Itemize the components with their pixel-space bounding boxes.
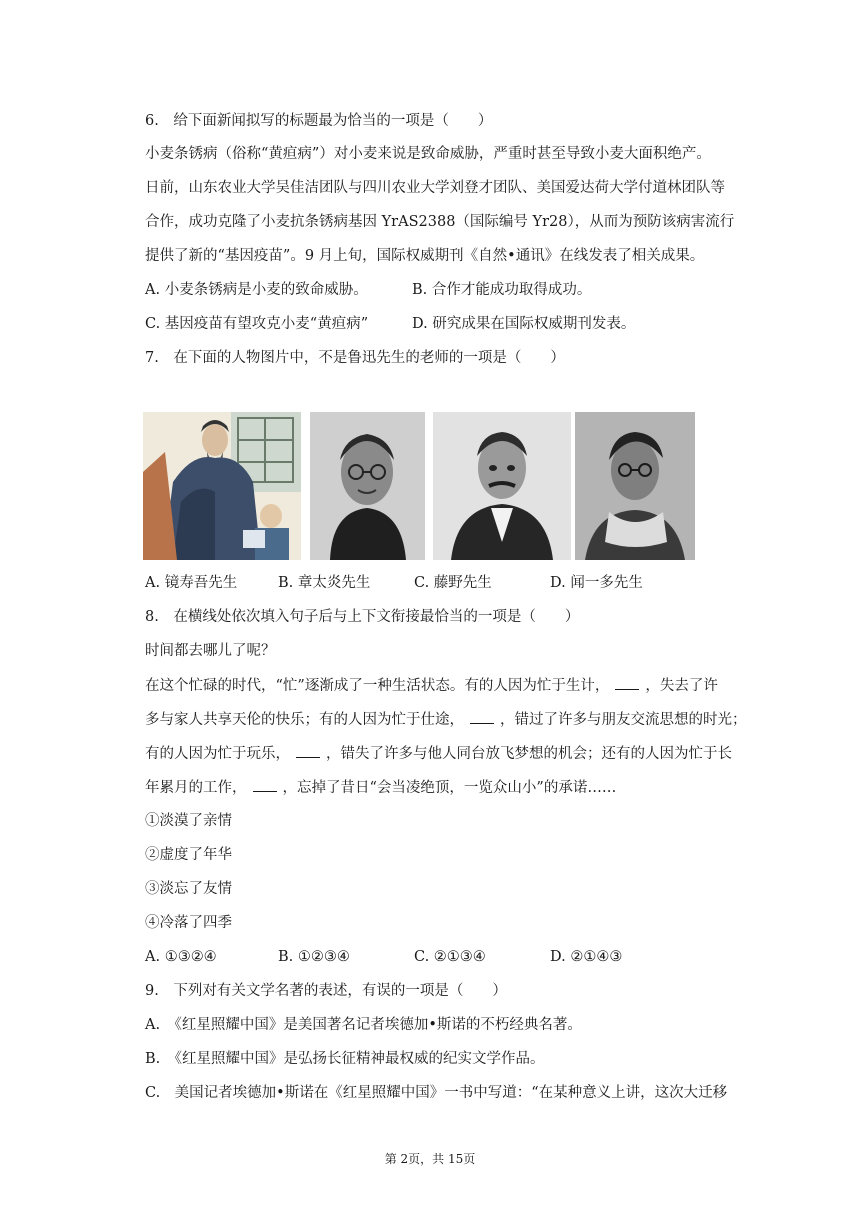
q9-option-c: C. 美国记者埃德加•斯诺在《红星照耀中国》一书中写道：“在某种意义上讲，这次大迁移 [145, 1085, 728, 1101]
q7-option-b: B. 章太炎先生 [278, 575, 371, 591]
q6-passage-line: 日前，山东农业大学吴佳洁团队与四川农业大学刘登才团队、美国爱达荷大学付道林团队等 [145, 180, 725, 196]
q8-passage-line: 多与家人共享天伦的快乐；有的人因为忙于仕途， ，错过了许多与朋友交流思想的时光； [145, 709, 747, 730]
q6-passage-line: 合作，成功克隆了小麦抗条锈病基因 YrAS2388（国际编号 Yr28），从而为预防该病害流行 [145, 214, 735, 230]
q8-item: ①淡漠了亲情 [145, 813, 232, 829]
q7-option-d: D. 闻一多先生 [550, 575, 643, 591]
q8-passage-line: 年累月的工作， ，忘掉了昔日“会当凌绝顶，一览众山小”的承诺…… [145, 777, 616, 798]
q8-passage-line: 在这个忙碌的时代，“忙”逐渐成了一种生活状态。有的人因为忙于生计， ，失去了许 [145, 675, 718, 696]
q6-option-a: A. 小麦条锈病是小麦的致命威胁。 [145, 282, 368, 298]
answer-blank [253, 777, 277, 792]
q6-passage-line: 提供了新的“基因疫苗”。9 月上旬，国际权威期刊《自然•通讯》在线发表了相关成果。 [145, 248, 705, 264]
q8-option-a: A. ①③②④ [145, 949, 217, 965]
q8-stem: 8. 在横线处依次填入句子后与上下文衔接最恰当的一项是（ ） [145, 609, 580, 625]
q8-option-c: C. ②①③④ [414, 949, 486, 965]
q8-option-b: B. ①②③④ [278, 949, 350, 965]
answer-blank [296, 743, 320, 758]
answer-blank [615, 675, 639, 690]
q8-passage-title: 时间都去哪儿了呢？ [145, 643, 276, 659]
q9-option-a: A. 《红星照耀中国》是美国著名记者埃德加•斯诺的不朽经典名著。 [145, 1017, 582, 1033]
q8-passage-line: 有的人因为忙于玩乐， ，错失了许多与他人同台放飞梦想的机会；还有的人因为忙于长 [145, 743, 732, 764]
q7-option-a: A. 镜寿吾先生 [145, 575, 238, 591]
q6-option-d: D. 研究成果在国际权威期刊发表。 [412, 316, 636, 332]
q7-stem: 7. 在下面的人物图片中，不是鲁迅先生的老师的一项是（ ） [145, 350, 565, 366]
q8-item: ②虚度了年华 [145, 847, 232, 863]
portrait-a-illustration [143, 412, 301, 560]
q6-option-c: C. 基因疫苗有望攻克小麦“黄疸病” [145, 316, 369, 332]
q6-passage-line: 小麦条锈病（俗称“黄疸病”）对小麦来说是致命威胁，严重时甚至导致小麦大面积绝产。 [145, 146, 711, 162]
q6-stem: 6. 给下面新闻拟写的标题最为恰当的一项是（ ） [145, 113, 493, 129]
q8-item: ③淡忘了友情 [145, 881, 232, 897]
answer-blank [470, 709, 494, 724]
q7-option-c: C. 藤野先生 [414, 575, 492, 591]
q9-stem: 9. 下列对有关文学名著的表述，有误的一项是（ ） [145, 983, 507, 999]
q8-option-d: D. ②①④③ [550, 949, 623, 965]
q6-option-b: B. 合作才能成功取得成功。 [412, 282, 592, 298]
page-number-footer: 第 2页，共 15页 [384, 1152, 476, 1166]
portrait-d-photo [575, 412, 695, 560]
portrait-b-photo [310, 412, 425, 560]
q9-option-b: B. 《红星照耀中国》是弘扬长征精神最权威的纪实文学作品。 [145, 1051, 545, 1067]
portrait-c-photo [433, 412, 571, 560]
q8-item: ④冷落了四季 [145, 915, 232, 931]
